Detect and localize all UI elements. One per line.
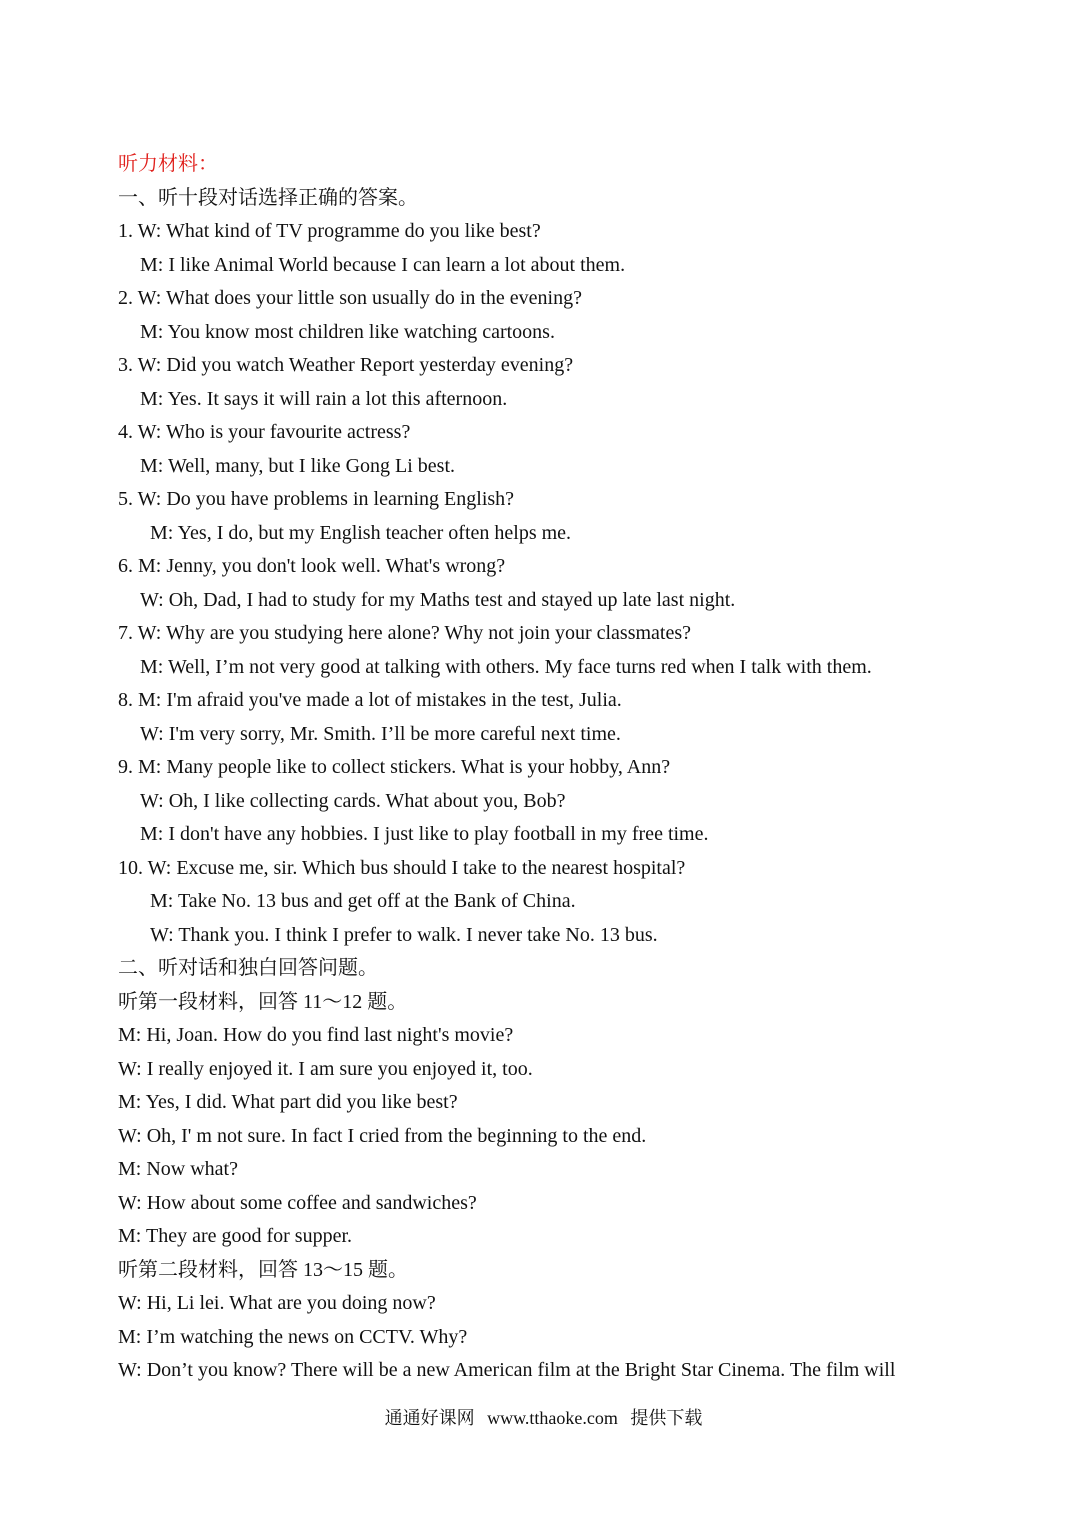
- dialogue-line: M: They are good for supper.: [118, 1225, 353, 1247]
- dialogue-line: W: Oh, Dad, I had to study for my Maths test and stayed up late last night.: [140, 588, 736, 611]
- dialogue-line: 2. W: What does your little son usually do in the evening?: [118, 287, 582, 309]
- section1-heading: 一、听十段对话选择正确的答案。: [118, 186, 418, 209]
- dialogue-line: 9. M: Many people like to collect stickers. What is your hobby, Ann?: [118, 756, 671, 778]
- dialogue-line: 6. M: Jenny, you don't look well. What's wrong?: [118, 555, 506, 577]
- part2-dialogue: [118, 1287, 1058, 1388]
- dialogue-line: 10. W: Excuse me, sir. Which bus should I take to the nearest hospital?: [118, 856, 686, 879]
- dialogue-line: M: Hi, Joan. How do you find last night's movie?: [118, 1024, 514, 1046]
- dialogue-line: W: Oh, I' m not sure. In fact I cried from the beginning to the end.: [118, 1124, 647, 1147]
- part2-heading: 听第二段材料，回答 13～15 题。: [118, 1258, 408, 1281]
- dialogue-line: 4. W: Who is your favourite actress?: [118, 421, 411, 443]
- dialogue-line: M: I’m watching the news on CCTV. Why?: [118, 1325, 468, 1348]
- dialogue-line: M: Yes. It says it will rain a lot this afternoon.: [140, 387, 508, 410]
- document-body: [118, 148, 1058, 1388]
- dialogue-line: W: Hi, Li lei. What are you doing now?: [118, 1292, 436, 1314]
- dialogue-line: W: Don’t you know? There will be a new American film at the Bright Star Cinema. The film will: [118, 1359, 896, 1381]
- footer-note: 提供下载: [630, 1408, 703, 1428]
- dialogue-line: M: Well, I’m not very good at talking with others. My face turns red when I talk with them.: [140, 655, 872, 678]
- dialogue-line: M: I don't have any hobbies. I just like to play football in my free time.: [140, 823, 709, 845]
- section2-heading: 二、听对话和独白回答问题。: [118, 957, 378, 979]
- document-title: 听力材料：: [118, 153, 218, 175]
- dialogue-line: M: I like Animal World because I can learn a lot about them.: [140, 253, 626, 276]
- dialogue-line: M: Take No. 13 bus and get off at the Bank of China.: [150, 890, 576, 912]
- footer-site-name: 通通好课网: [384, 1408, 475, 1428]
- dialogue-line: 3. W: Did you watch Weather Report yesterday evening?: [118, 354, 574, 376]
- dialogue-line: W: How about some coffee and sandwiches?: [118, 1191, 477, 1214]
- footer-url[interactable]: www.tthaoke.com: [487, 1408, 618, 1428]
- dialogue-line: M: Now what?: [118, 1158, 238, 1180]
- dialogue-line: 8. M: I'm afraid you've made a lot of mistakes in the test, Julia.: [118, 689, 622, 711]
- dialogue-line: M: Yes, I do, but my English teacher often helps me.: [150, 521, 572, 544]
- page-footer: [0, 1406, 1087, 1430]
- dialogue-line: W: I really enjoyed it. I am sure you enjoyed it, too.: [118, 1057, 533, 1080]
- part1-heading: 听第一段材料，回答 11～12 题。: [118, 990, 408, 1013]
- part1-dialogue: [118, 1019, 1058, 1254]
- dialogue-line: W: I'm very sorry, Mr. Smith. I’ll be more careful next time.: [140, 722, 621, 745]
- dialogue-line: 5. W: Do you have problems in learning English?: [118, 488, 515, 510]
- dialogue-line: W: Thank you. I think I prefer to walk. I never take No. 13 bus.: [150, 923, 658, 946]
- dialogue-line: 7. W: Why are you studying here alone? Why not join your classmates?: [118, 622, 692, 644]
- dialogue-line: M: You know most children like watching cartoons.: [140, 320, 555, 343]
- section1-dialogues: [118, 215, 1058, 952]
- dialogue-line: M: Yes, I did. What part did you like best?: [118, 1091, 458, 1113]
- dialogue-line: 1. W: What kind of TV programme do you like best?: [118, 220, 541, 242]
- dialogue-line: M: Well, many, but I like Gong Li best.: [140, 454, 456, 477]
- dialogue-line: W: Oh, I like collecting cards. What about you, Bob?: [140, 789, 566, 812]
